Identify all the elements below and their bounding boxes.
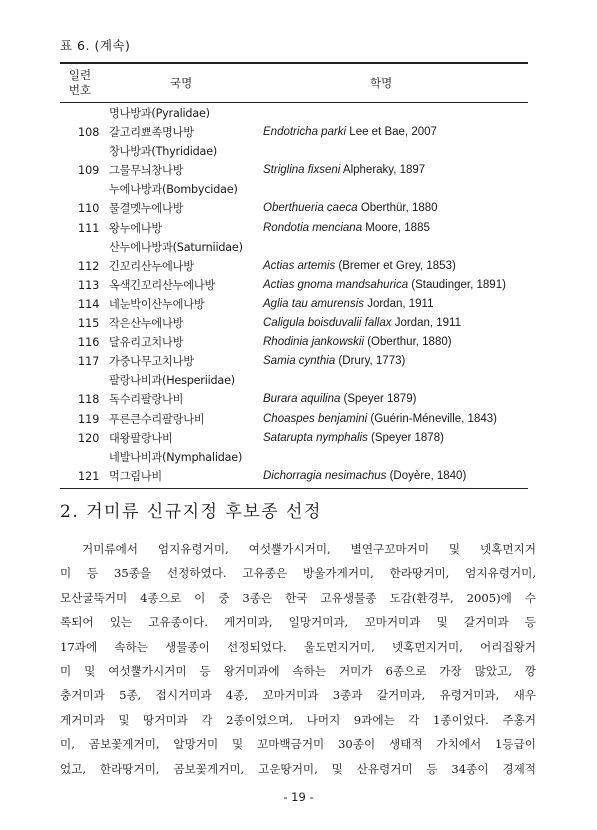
header-korean-name: 국명 bbox=[170, 76, 193, 90]
scientific-name bbox=[263, 295, 433, 314]
table-row bbox=[60, 352, 528, 371]
table-row bbox=[60, 390, 528, 409]
table-row bbox=[60, 314, 528, 333]
scientific-binomial: Burara aquilina bbox=[263, 393, 341, 406]
scientific-author: (Bremer et Grey, 1853) bbox=[335, 259, 456, 272]
table-bottom-rule bbox=[60, 488, 528, 489]
scientific-name bbox=[263, 352, 405, 371]
family-row bbox=[60, 104, 528, 123]
scientific-name bbox=[263, 219, 430, 238]
scientific-binomial: Rondotia menciana bbox=[263, 221, 363, 234]
scientific-author: (Drury, 1773) bbox=[335, 355, 406, 368]
scientific-binomial: Satarupta nymphalis bbox=[263, 431, 368, 444]
scientific-author: (Staudinger, 1891) bbox=[408, 278, 506, 291]
scientific-binomial: Samia cynthia bbox=[263, 355, 336, 368]
serial-number: 121 bbox=[78, 469, 100, 483]
body-paragraph bbox=[60, 537, 536, 781]
scientific-name bbox=[263, 276, 506, 295]
serial-number: 119 bbox=[78, 412, 100, 426]
korean-name: 달유리고치나방 bbox=[109, 336, 184, 350]
family-row bbox=[60, 180, 528, 199]
family-name: 누에나방과(Bombycidae) bbox=[109, 183, 238, 197]
scientific-name bbox=[263, 161, 425, 180]
family-row bbox=[60, 371, 528, 390]
scientific-name bbox=[263, 467, 466, 486]
scientific-name bbox=[263, 410, 497, 429]
scientific-name bbox=[263, 199, 438, 218]
paragraph-line: 17과에 속하는 생물종이 선정되었다. 울도먼지거미, 넷혹먼지거미, 어리집왕거 bbox=[60, 639, 536, 654]
scientific-author: (Oberthur, 1880) bbox=[364, 336, 452, 349]
family-name: 네발나비과(Nymphalidae) bbox=[109, 450, 243, 464]
korean-name: 긴꼬리산누에나방 bbox=[109, 259, 194, 273]
serial-number: 109 bbox=[78, 164, 100, 178]
family-name: 명나방과(Pyralidae) bbox=[109, 107, 210, 120]
korean-name: 작은산누에나방 bbox=[109, 317, 184, 331]
serial-number: 111 bbox=[78, 221, 100, 235]
table-body bbox=[60, 103, 528, 488]
korean-name: 대왕팔랑나비 bbox=[109, 431, 173, 445]
korean-name: 왕누에나방 bbox=[109, 221, 163, 235]
korean-name: 가중나무고치나방 bbox=[109, 355, 194, 369]
serial-number: 110 bbox=[78, 202, 100, 216]
paragraph-line: 록되어 있는 고유종이다. 게거미과, 일망거미과, 꼬마거미과 및 갈거미과 등 bbox=[60, 615, 536, 630]
korean-name: 물결멧누에나방 bbox=[109, 202, 184, 216]
table-row bbox=[60, 123, 528, 142]
paragraph-line: 미 및 여섯뿔가시거미 등 왕거미과에 속하는 거미가 6종으로 가장 많았고, 깡 bbox=[60, 663, 536, 678]
table-caption: 표 6. (계속) bbox=[60, 38, 131, 53]
family-name: 창나방과(Thyrididae) bbox=[109, 145, 218, 159]
scientific-binomial: Actias artemis bbox=[263, 259, 336, 272]
korean-name: 그물무늬창나방 bbox=[109, 164, 184, 178]
paragraph-line: 었고, 한라땅거미, 곰보꽃게거미, 고운땅거미, 및 산유령거미 등 34종이 경제적 bbox=[60, 761, 536, 776]
scientific-binomial: Aglia tau amurensis bbox=[263, 297, 364, 310]
scientific-author: Jordan, 1911 bbox=[364, 297, 434, 310]
korean-name: 먹그림나비 bbox=[109, 469, 163, 483]
paragraph-line: 충거미과 5종, 접시거미과 4종, 꼬마거미과 3종과 갈거미과, 유령거미과, 새우 bbox=[60, 688, 536, 703]
paragraph-line: 모산굴뚝거미 4종으로 이 중 3종은 한국 고유생물종 도감(환경부, 2005)에 수 bbox=[60, 590, 536, 605]
header-scientific-name: 학명 bbox=[370, 76, 393, 90]
table-row bbox=[60, 410, 528, 429]
table-row bbox=[60, 257, 528, 276]
scientific-author: (Speyer 1878) bbox=[367, 431, 444, 444]
section-title: 2. 거미류 신규지정 후보종 선정 bbox=[60, 502, 322, 522]
scientific-name bbox=[263, 429, 444, 448]
table-row bbox=[60, 199, 528, 218]
scientific-binomial: Rhodinia jankowskii bbox=[263, 336, 364, 349]
scientific-binomial: Choaspes benjamini bbox=[263, 412, 368, 425]
table-row bbox=[60, 161, 528, 180]
serial-number: 116 bbox=[78, 336, 100, 350]
table-row bbox=[60, 429, 528, 448]
serial-number: 118 bbox=[78, 393, 100, 407]
family-row bbox=[60, 448, 528, 467]
table-row bbox=[60, 333, 528, 352]
header-serial-number: 일련 번호 bbox=[68, 68, 92, 97]
serial-number: 112 bbox=[78, 259, 100, 273]
serial-number: 115 bbox=[78, 317, 100, 331]
scientific-author: (Guérin-Méneville, 1843) bbox=[367, 412, 497, 425]
scientific-name bbox=[263, 390, 416, 409]
scientific-binomial: Oberthueria caeca bbox=[263, 202, 358, 215]
scientific-binomial: Caligula boisduvalii fallax bbox=[263, 317, 392, 330]
table-row bbox=[60, 295, 528, 314]
scientific-name bbox=[263, 314, 461, 333]
table-row bbox=[60, 276, 528, 295]
korean-name: 푸른큰수리팔랑나비 bbox=[109, 412, 205, 426]
scientific-author: Alpheraky, 1897 bbox=[340, 164, 426, 177]
scientific-author: Jordan, 1911 bbox=[391, 317, 461, 330]
table-row bbox=[60, 219, 528, 238]
scientific-author: Oberthür, 1880 bbox=[357, 202, 438, 215]
serial-number: 120 bbox=[78, 431, 100, 445]
serial-number: 113 bbox=[78, 278, 100, 292]
korean-name: 옥색긴꼬리산누에나방 bbox=[109, 278, 216, 292]
korean-name: 독수리팔랑나비 bbox=[109, 393, 184, 407]
scientific-binomial: Endotricha parki bbox=[263, 126, 347, 139]
paragraph-line: 거미류에서 엄지유령거미, 여섯뿔가시거미, 별연구꼬마거미 및 넷혹먼지거 bbox=[82, 542, 536, 556]
paragraph-line: 게거미과 및 땅거미과 각 2종이었으며, 나머지 9과에는 각 1종이었다. 주홍거 bbox=[60, 712, 536, 727]
scientific-binomial: Actias gnoma mandsahurica bbox=[263, 278, 409, 291]
scientific-binomial: Dichorragia nesimachus bbox=[263, 469, 387, 482]
table-row bbox=[60, 467, 528, 486]
paragraph-line: 미 등 35종을 선정하였다. 고유종은 방울가게거미, 한라땅거미, 엄지유령거미, bbox=[60, 566, 536, 581]
korean-name: 네눈박이산누에나방 bbox=[109, 297, 205, 311]
scientific-author: Moore, 1885 bbox=[362, 221, 430, 234]
table-header bbox=[60, 64, 528, 102]
scientific-name bbox=[263, 257, 456, 276]
family-name: 팔랑나비과(Hesperiidae) bbox=[109, 374, 235, 388]
scientific-name bbox=[263, 333, 452, 352]
scientific-author: (Doyère, 1840) bbox=[386, 469, 467, 482]
species-table bbox=[60, 62, 528, 489]
family-row bbox=[60, 238, 528, 257]
family-row bbox=[60, 142, 528, 161]
scientific-binomial: Striglina fixseni bbox=[263, 164, 341, 177]
korean-name: 갈고리뾰족명나방 bbox=[109, 126, 194, 140]
family-name: 산누에나방과(Saturniidae) bbox=[109, 240, 243, 254]
serial-number: 108 bbox=[78, 126, 100, 140]
scientific-name bbox=[263, 123, 437, 142]
scientific-author: (Speyer 1879) bbox=[340, 393, 417, 406]
serial-number: 117 bbox=[78, 355, 100, 369]
page-number: - 19 - bbox=[283, 790, 314, 804]
paragraph-line: 미, 곰보꽃게거미, 알망거미 및 꼬마백금거미 30종이 생태적 가치에서 1등급이 bbox=[60, 737, 536, 752]
serial-number: 114 bbox=[78, 297, 100, 311]
scientific-author: Lee et Bae, 2007 bbox=[346, 126, 437, 139]
